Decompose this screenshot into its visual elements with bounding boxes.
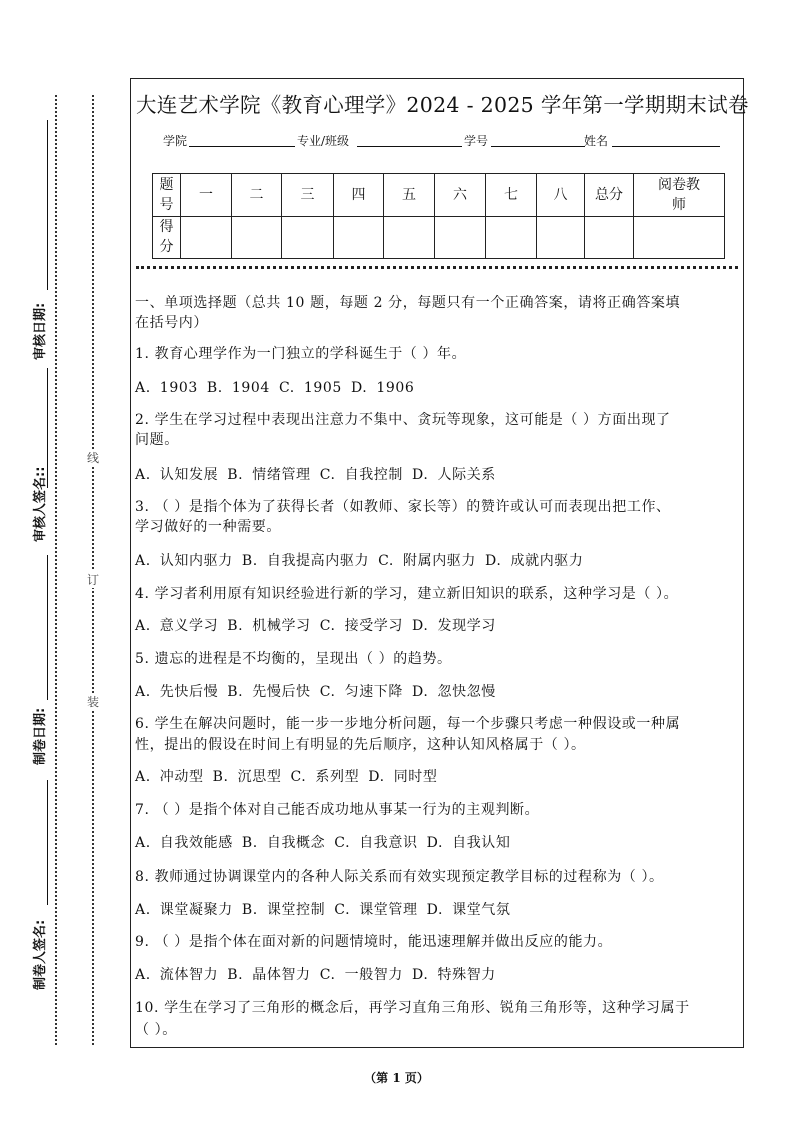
name-label: 姓名 <box>584 134 609 148</box>
column-4: 四 <box>334 174 384 217</box>
seal-line-inner <box>92 95 94 1045</box>
score-table <box>152 173 725 259</box>
review-date-label: 审核日期: <box>33 302 48 360</box>
score-cell[interactable] <box>537 216 585 259</box>
exam-title: 大连艺术学院《教育心理学》2024 - 2025 学年第一学期期末试卷 <box>136 93 749 117</box>
question-options: A. 课堂凝聚力 B. 课堂控制 C. 课堂管理 D. 课堂气氛 <box>135 902 511 918</box>
question-text: 6. 学生在解决问题时，能一步一步地分析问题，每一个步骤只考虑一种假设或一种属 <box>135 716 681 732</box>
score-table-header-row <box>153 174 725 217</box>
score-cell[interactable] <box>181 216 232 259</box>
question-text-cont: 性，提出的假设在时间上有明显的先后顺序，这种认知风格属于（ ）。 <box>135 737 586 753</box>
student-id-field[interactable] <box>491 146 585 147</box>
section-divider <box>136 266 738 269</box>
question-text: 4. 学习者利用原有知识经验进行新的学习，建立新旧知识的联系，这种学习是（ ）。 <box>135 586 679 602</box>
seal-line-outer <box>55 95 57 1045</box>
question-text: 9. （ ）是指个体在面对新的问题情境时，能迅速理解并做出反应的能力。 <box>135 934 613 950</box>
margin-signature-strip <box>25 70 55 1050</box>
name-field[interactable] <box>612 146 720 147</box>
review-date-field[interactable] <box>47 120 48 290</box>
score-cell[interactable] <box>282 216 334 259</box>
column-7: 七 <box>486 174 537 217</box>
score-cell[interactable] <box>585 216 634 259</box>
question-options: A. 流体智力 B. 晶体智力 C. 一般智力 D. 特殊智力 <box>135 967 496 983</box>
question-options: A. 自我效能感 B. 自我概念 C. 自我意识 D. 自我认知 <box>135 835 511 851</box>
college-label: 学院 <box>163 134 188 148</box>
question-text: 2. 学生在学习过程中表现出注意力不集中、贪玩等现象，这可能是（ ）方面出现了 <box>135 412 671 428</box>
question-text: 3. （ ）是指个体为了获得长者（如教师、家长等）的赞许或认可而表现出把工作、 <box>135 499 671 515</box>
column-1: 一 <box>181 174 232 217</box>
section-heading: 一、单项选择题（总共 10 题，每题 2 分，每题只有一个正确答案，请将正确答案填 <box>135 295 681 311</box>
question-options: A. 认知发展 B. 情绪管理 C. 自我控制 D. 人际关系 <box>135 467 496 483</box>
question-number-header: 题号 <box>153 174 181 217</box>
binding-mark-xian: 线 <box>86 451 99 465</box>
score-cell[interactable] <box>384 216 435 259</box>
paper-date-field[interactable] <box>47 555 48 700</box>
column-6: 六 <box>435 174 486 217</box>
reviewer-signature-label: 审核人签名:: <box>33 466 48 542</box>
column-total: 总分 <box>585 174 634 217</box>
score-cell[interactable] <box>634 216 725 259</box>
column-3: 三 <box>282 174 334 217</box>
question-text: 7. （ ）是指个体对自己能否成功地从事某一行为的主观判断。 <box>135 802 540 818</box>
question-options: A. 意义学习 B. 机械学习 C. 接受学习 D. 发现学习 <box>135 618 496 634</box>
paper-maker-signature-field[interactable] <box>47 780 48 905</box>
question-options: A. 冲动型 B. 沉思型 C. 系列型 D. 同时型 <box>135 769 438 785</box>
score-cell[interactable] <box>334 216 384 259</box>
binding-mark-zhuang: 装 <box>86 695 99 709</box>
binding-mark-ding: 订 <box>86 573 99 587</box>
section-heading-cont: 在括号内） <box>135 315 208 331</box>
paper-date-label: 制卷日期: <box>33 707 48 765</box>
score-row-header: 得分 <box>153 216 181 259</box>
score-cell[interactable] <box>435 216 486 259</box>
reviewer-signature-field[interactable] <box>47 368 48 488</box>
student-id-label: 学号 <box>464 134 489 148</box>
paper-maker-signature-label: 制卷人签名: <box>33 919 48 990</box>
column-grader: 阅卷教师 <box>634 174 725 217</box>
question-text-cont: （ ）。 <box>135 1022 177 1038</box>
question-text-cont: 问题。 <box>135 432 179 448</box>
college-field[interactable] <box>189 146 295 147</box>
question-text: 10. 学生在学习了三角形的概念后，再学习直角三角形、锐角三角形等，这种学习属于 <box>135 1000 690 1016</box>
question-text: 1. 教育心理学作为一门独立的学科诞生于（ ）年。 <box>135 346 467 362</box>
major-class-label: 专业/班级 <box>297 134 350 148</box>
question-text-cont: 学习做好的一种需要。 <box>135 519 281 535</box>
column-2: 二 <box>232 174 282 217</box>
question-options: A. 1903 B. 1904 C. 1905 D. 1906 <box>135 380 415 396</box>
score-cell[interactable] <box>486 216 537 259</box>
question-options: A. 先快后慢 B. 先慢后快 C. 匀速下降 D. 忽快忽慢 <box>135 684 496 700</box>
question-text: 5. 遗忘的进程是不均衡的，呈现出（ ）的趋势。 <box>135 651 452 667</box>
page-number: （第 1 页） <box>364 1071 429 1085</box>
column-8: 八 <box>537 174 585 217</box>
question-text: 8. 教师通过协调课堂内的各种人际关系而有效实现预定教学目标的过程称为（ ）。 <box>135 869 664 885</box>
score-cell[interactable] <box>232 216 282 259</box>
major-class-field[interactable] <box>357 146 462 147</box>
score-table-score-row <box>153 216 725 259</box>
question-options: A. 认知内驱力 B. 自我提高内驱力 C. 附属内驱力 D. 成就内驱力 <box>135 553 584 569</box>
column-5: 五 <box>384 174 435 217</box>
